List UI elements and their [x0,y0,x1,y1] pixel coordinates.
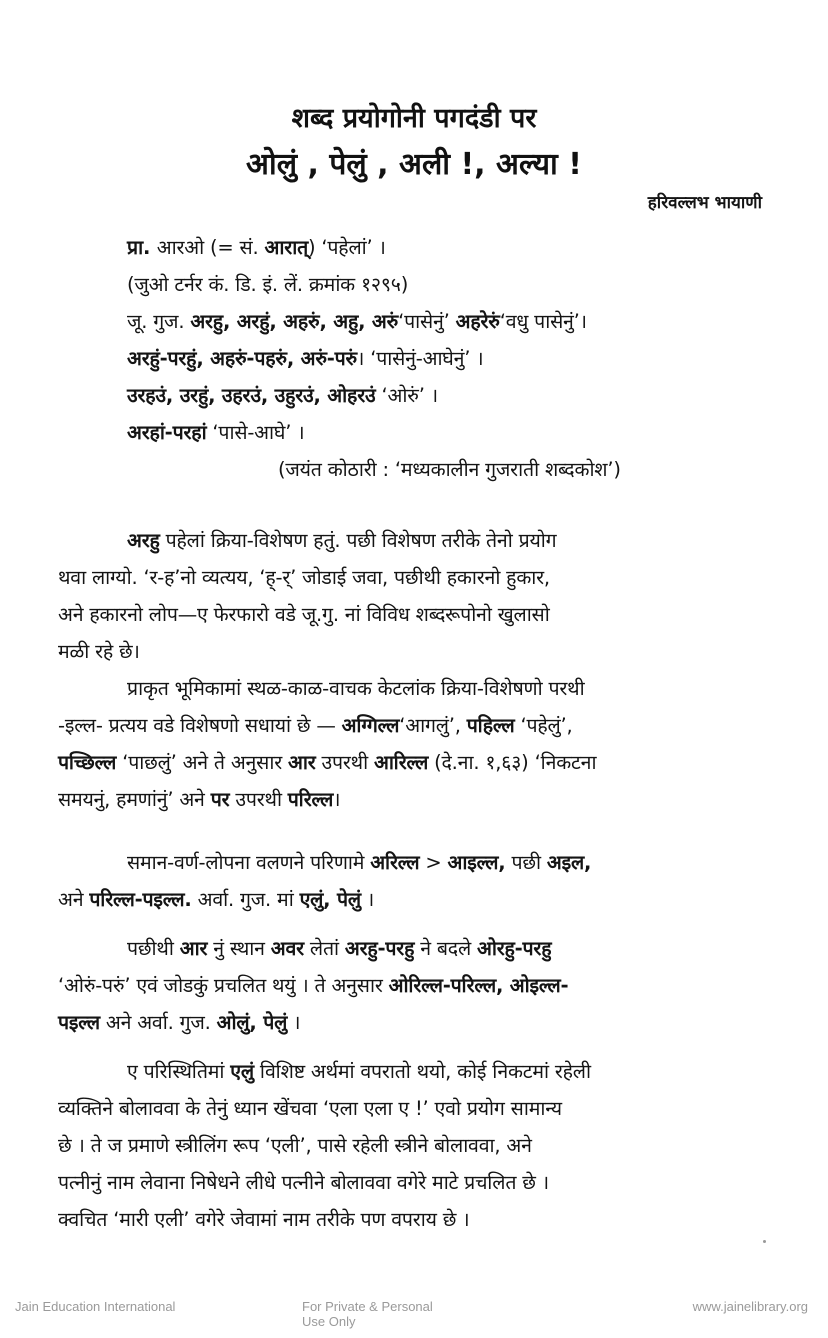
text-line [58,971,568,998]
text-run: -इल्ल- प्रत्यय वडे विशेषणो सधायां छे — [58,714,342,737]
text-run: ‘आगलुं’, [399,714,467,737]
text-run: अने [58,888,90,911]
text-line [127,344,483,371]
text-run: समयनुं, हमणांनुं’ अने [58,788,211,811]
text-run: ‘पासे-आघे’ । [206,421,305,444]
text-line [278,455,621,482]
bold-term: अवर [270,937,304,960]
text-run: (जयंत कोठारी : ‘मध्यकालीन गुजराती शब्दकोश’) [278,458,621,481]
author-name: हरिवल्लभ भायाणी [647,193,762,213]
footer-publisher: Jain Education International [15,1299,176,1314]
bold-term: अहरेरुं [455,310,500,333]
text-line [58,748,596,775]
bold-term: एलुं, पेलुं [299,888,361,911]
text-run: विशिष्ट अर्थमां वपरातो थयो, कोई निकटमां रहेली [253,1060,591,1083]
text-run: ‘वधु पासेनुं’। [499,310,587,333]
text-run: पहेलां क्रिया-विशेषण हतुं. पछी विशेषण तरीके तेनो प्रयोग [159,529,557,552]
text-line [58,637,140,664]
footer-website[interactable]: www.jainelibrary.org [692,1299,808,1314]
bold-term: पच्छिल्ल [58,751,117,774]
bold-term: आर [179,937,208,960]
text-run: ‘पहेलुं’, [514,714,573,737]
text-run: समान-वर्ण-लोपना वलणने परिणामे [127,851,371,874]
bold-term: ओलुं, पेलुं [216,1011,288,1034]
text-run: पछीथी [127,937,180,960]
text-line [58,1168,549,1195]
text-run: ए परिस्थितिमां [127,1060,231,1083]
text-line [127,848,591,875]
text-line [58,1094,562,1121]
text-line [127,418,304,445]
text-line [58,563,550,590]
text-run: पछी [505,851,547,874]
bold-term: अग्गिल्ल [341,714,400,737]
text-run: ) ‘पहेलां’ । [308,236,386,259]
text-line [127,934,551,961]
text-line [58,711,573,738]
text-run: । [287,1011,301,1034]
text-run: उपरथी [315,751,374,774]
text-run: ‘पाछलुं’ अने ते अनुसार [116,751,288,774]
text-line [127,526,556,553]
bold-term: एलुं [230,1060,254,1083]
text-run: (दे.ना. १,६३) ‘निकटना [428,751,597,774]
bold-term: आर [287,751,316,774]
text-line [127,233,386,260]
text-run: अर्वा. गुज. मां [191,888,300,911]
text-run: अने हकारनो लोप—ए फेरफारो वडे जू.गु. नां विविध शब्दरूपोनो खुलासो [58,603,550,626]
text-run: ने बदले [414,937,477,960]
text-line [58,785,340,812]
text-run: उपरथी [229,788,288,811]
bold-term: अरहु-परहु [344,937,415,960]
bold-term: ओरिल्ल-परिल्ल, ओइल्ल- [388,974,569,997]
text-line [58,885,374,912]
text-line [58,1008,300,1035]
text-run: लेतां [303,937,345,960]
text-run: अने अर्वा. गुज. [99,1011,217,1034]
bold-term: ओरहु-परहु [476,937,552,960]
scan-speck [763,1240,766,1243]
bold-term: अइल, [546,851,592,874]
text-run: पत्नीनुं नाम लेवाना निषेधने लीधे पत्नीने बोलाववा वगेरे माटे प्रचलित छे । [58,1171,549,1194]
text-run: मळी रहे छे। [58,640,140,663]
text-run: प्राकृत भूमिकामां स्थळ-काळ-वाचक केटलांक क्रिया-विशेषणो परथी [127,677,585,700]
bold-term: अरहां-परहां [127,421,207,444]
bold-term: अरहु, अरहुं, अहरुं, अहु, अरुं [190,310,399,333]
text-run: आरओ (= सं. [156,236,265,259]
bold-term: परिल्ल-पइल्ल. [89,888,192,911]
bold-term: आरात् [264,236,309,259]
bold-term: पइल्ल [58,1011,100,1034]
bold-term: आइल्ल, [447,851,506,874]
text-run: (जुओ टर्नर कं. डि. इं. लें. क्रमांक १२९५) [127,273,409,296]
text-line [127,381,438,408]
text-line [127,674,584,701]
text-run: नुं स्थान [207,937,271,960]
text-run: क्वचित ‘मारी एली’ वगेरे जेवामां नाम तरीके पण वपराय छे । [58,1208,470,1231]
text-run: । ‘पासेनुं-आघेनुं’ । [357,347,484,370]
bold-term: पहिल्ल [466,714,515,737]
text-run: ‘ओरुं’ । [375,384,438,407]
footer-usage-note: For Private & Personal Use Only [302,1299,433,1329]
text-run: ‘पासेनुं’ [398,310,456,333]
text-line [127,307,587,334]
text-run: थवा लाग्यो. ‘र-ह’नो व्यत्यय, ‘ह्-र्’ जोडाई जवा, पछीथी हकारनो हुकार, [58,566,550,589]
text-run: ‘ओरुं-परुं’ एवं जोडकुं प्रचलित थयुं । ते अनुसार [58,974,389,997]
bold-term: अरहु [127,529,160,552]
text-run: जू. गुज. [127,310,191,333]
text-run: छे । ते ज प्रमाणे स्त्रीलिंग रूप ‘एली’, पासे रहेली स्त्रीने बोलाववा, अने [58,1134,532,1157]
bold-term: उरहउं, उरहुं, उहरउं, उहुरउं, ओहरउं [127,384,376,407]
bold-term: आरिल्ल [373,751,429,774]
text-line [127,270,408,297]
text-line [58,1205,469,1232]
page-title: शब्द प्रयोगोनी पगदंडी पर [291,103,537,134]
page-subtitle: ओलुं , पेलुं , अली !, अल्या ! [246,147,582,182]
text-run: > [419,851,448,874]
bold-term: पर [210,788,230,811]
bold-term: अरहुं-परहुं, अहरुं-पहरुं, अरुं-परुं [127,347,358,370]
text-run: । [360,888,375,911]
text-run: व्यक्तिने बोलाववा के तेनुं ध्यान खेंचवा ‘एला एला ए !’ एवो प्रयोग सामान्य [58,1097,562,1120]
text-line [58,1131,532,1158]
text-run: । [333,788,341,811]
bold-term: परिल्ल [287,788,334,811]
bold-term: अरिल्ल [370,851,420,874]
text-line [58,600,550,627]
text-line [127,1057,591,1084]
bold-term: प्रा. [127,236,157,259]
